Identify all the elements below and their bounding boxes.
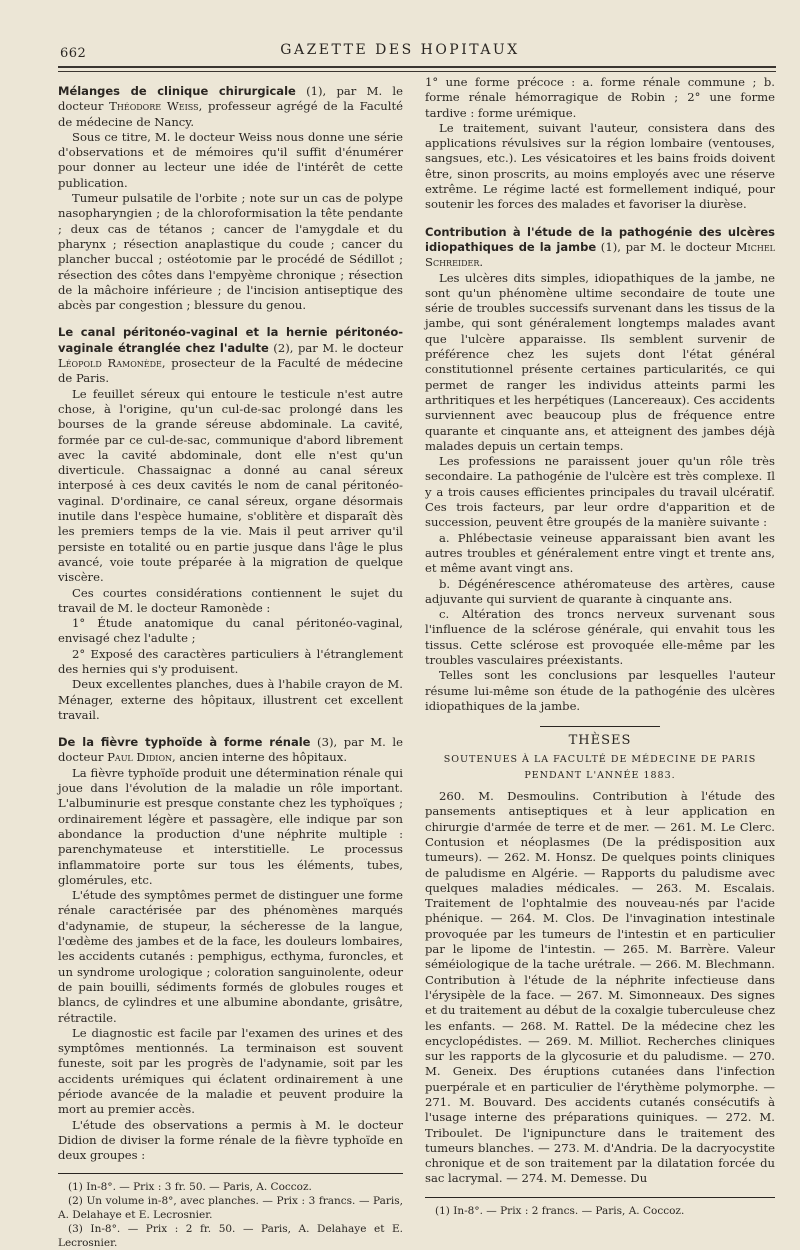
paragraph: Les ulcères dits simples, idiopathiques de la jambe, ne sont qu'un phénomène ultime secondaire de toute une série de troubles successifs survenant dans les tissus de la jambe, qui sont généralement longtemps malades avant que l'ulcère apparaisse. Ils semblent survenir de préférence chez les sujets dont l'état général constitutionnel présente certaines particularités, ce qui permet de ranger les individus atteints parmi les arthritiques et les herpétiques (Lancereaux). Ces accidents surviennent avec beaucoup plus de fréquence entre quarante et cinquante ans, et atteignent des jambes déjà malades depuis un certain temps. (425, 270, 775, 453)
article-heading (58, 325, 403, 386)
theses-heading: THÈSES (568, 733, 632, 749)
paragraph: Le traitement, suivant l'auteur, consistera dans des applications révulsives sur la région lombaire (ventouses, sangsues, etc.). Les vésicatoires et les bains froids doivent être, sinon proscrits, au moins employés avec une réserve extrême. Le régime lacté est formellement indiqué, pour soutenir les forces des malades et favoriser la diurèse. (425, 120, 775, 212)
article-heading (58, 84, 403, 130)
article-ref: (1), par M. le docteur (58, 84, 403, 114)
article-title: Le canal péritonéo-vaginal et la hernie péritonéo-vaginale étranglée chez l'adulte (58, 325, 403, 355)
footnote: (1) In-8°. — Prix : 2 francs. — Paris, A. Coccoz. (435, 1204, 685, 1217)
section-separator (540, 726, 660, 727)
paragraph: Le diagnostic est facile par l'examen des urines et des symptômes mentionnés. La terminaison est souvent funeste, soit par les progrès de l'adynamie, soit par les accidents urémiques qui éclatent ordinairement à une période avancée de la maladie et peuvent produire la mort au premier accès. (58, 1025, 403, 1117)
article-ref: (2), par M. le docteur (268, 340, 403, 355)
running-title: GAZETTE DES HOPITAUX (280, 42, 520, 58)
article-ref: (3), par M. le docteur (58, 735, 403, 765)
footnotes (425, 1204, 775, 1218)
footnote: (2) Un volume in-8°, avec planches. — Prix : 3 francs. — Paris, A. Delahaye et E. Lecrosnier. (58, 1195, 403, 1222)
theses-subheading: SOUTENUES À LA FACULTÉ DE MÉDECINE DE PARIS (443, 754, 757, 766)
paragraph: c. Altération des troncs nerveux survenant sous l'influence de la sclérose générale, qui envahit tous les tissus. Cette sclérose est provoquée elle-même par les troubles vasculaires préexistants. (425, 607, 775, 667)
article-title: Contribution à l'étude de la pathogénie des ulcères idiopathiques de la jambe (425, 224, 775, 254)
paragraph: L'étude des observations a permis à M. le docteur Didion de diviser la forme rénale de la fièvre typhoïde en deux groupes : (58, 1117, 403, 1163)
article-author: Léopold Ramonède (58, 356, 162, 371)
article-affiliation: , ancien interne des hôpitaux. (172, 750, 348, 765)
article-author: Paul Didion (107, 750, 173, 765)
article-affiliation: . (479, 255, 484, 270)
paragraph: La fièvre typhoïde produit une détermination rénale qui joue dans l'évolution de la maladie un rôle important. L'albuminurie est presque constante chez les typhoïques ; ordinairement légère et passagère, elle indique par son abondance la production d'une néphrite multiple : parenchymateuse et interstitielle. Le processus inflammatoire porte sur tous les éléments, tubes, glomérules, etc. (58, 765, 403, 887)
paragraph: Le feuillet séreux qui entoure le testicule n'est autre chose, à l'origine, qu'un cul-de-sac prolongé dans les bourses de la grande séreuse abdominale. La cavité, formée par ce cul-de-sac, communique d'abord librement avec la cavité abdominale, dont elle n'est qu'un diverticule. Chassaignac a donné au canal séreux interposé à ces deux cavités le nom de canal péritonéo-vaginal. D'ordinaire, ce canal séreux, organe désormais inutile dans l'espèce humaine, s'oblitère et disparaît dès les premiers temps de la vie. Mais il peut arriver qu'il persiste en totalité ou en partie jusque dans l'âge le plus avancé, voie toute préparée à la migration de quelque viscère. (58, 386, 403, 585)
paragraph: 1° une forme précoce : a. forme rénale commune ; b. forme rénale hémorragique de Robin ; 2° une forme tardive : forme urémique. (425, 75, 775, 120)
paragraph: a. Phlébectasie veineuse apparaissant bien avant les autres troubles et généralement entre vingt et trente ans, et même avant vingt ans. (425, 530, 775, 576)
theses-subheading-year: PENDANT L'ANNÉE 1883. (524, 769, 676, 781)
paragraph: L'étude des symptômes permet de distinguer une forme rénale caractérisée par des phénomènes marqués d'adynamie, de stupeur, la sécheresse de la langue, l'œdème des jambes et de la face, les douleurs lombaires, les accidents cutanés : pemphigus, ecthyma, furoncles, et un syndrome urologique ; coloration sanguinolente, odeur de pain bouilli, sédiments formés de globules rouges et blancs, de cylindres et une albumine abondante, grisâtre, rétractile. (58, 888, 403, 1025)
theses-list: 260. M. Desmoulins. Contribution à l'étude des pansements antiseptiques et à leur application en chirurgie d'armée de terre et de mer. — 261. M. Le Clerc. Contusion et néoplasmes (De la prédisposition aux tumeurs). — 262. M. Honsz. De quelques points cliniques de paludisme en Algérie. — Rapports du paludisme avec quelques maladies médicales. — 263. M. Escalais. Traitement de l'ophtalmie des nouveau-nés par l'acide phénique. — 264. M. Clos. De l'invagination intestinale provoquée par les tumeurs de l'intestin et en particulier par le lipome de l'intestin. — 265. M. Barrère. Valeur séméiologique de la tache urétrale. — 266. M. Blechmann. Contribution à l'étude de la néphrite infectieuse dans l'érysipèle de la face. — 267. M. Simonneaux. Des signes et du traitement au début de la coxalgie tuberculeuse chez les enfants. — 268. M. Rattel. De la médecine chez les encyclopédistes. — 269. M. Milliot. Recherches cliniques sur les rapports de la glycosurie et du paludisme. — 270. M. Geneix. Des éruptions cutanées dans l'infection puerpérale et en particulier de l'érythème polymorphe. — 271. M. Bouvard. Des accidents cutanés consécutifs à l'usage interne des préparations quiniques. — 272. M. Triboulet. De l'ignipuncture dans le traitement des tumeurs blanches. — 273. M. d'Andria. De la dacryocystite chronique et de son traitement par la dilatation forcée du sac lacrymal. — 274. M. Demesse. Du (425, 789, 775, 1186)
paragraph: 2° Exposé des caractères particuliers à l'étranglement des hernies qui s'y produisent. (58, 646, 403, 676)
paragraph: Sous ce titre, M. le docteur Weiss nous donne une série d'observations et de mémoires qu'il suffit d'énumérer pour donner au lecteur une idée de l'intérêt de cette publication. (58, 129, 403, 190)
footnote: (1) In-8°. — Prix : 3 fr. 50. — Paris, A. Coccoz. (68, 1181, 312, 1194)
article-author: Théodore Weiss (109, 99, 199, 114)
paragraph: Ces courtes considérations contiennent le sujet du travail de M. le docteur Ramonède : (58, 585, 403, 615)
paragraph: Les professions ne paraissent jouer qu'un rôle très secondaire. La pathogénie de l'ulcère est très complexe. Il y a trois causes efficientes principales du travail ulcératif. Ces trois facteurs, par leur ordre d'apparition et de succession, peuvent être groupés de la manière suivante : (425, 454, 775, 530)
footnote: (3) In-8°. — Prix : 2 fr. 50. — Paris, A. Delahaye et E. Lecrosnier. (58, 1223, 403, 1250)
article-heading (425, 225, 775, 271)
footnotes (58, 1180, 403, 1250)
article-heading (58, 735, 403, 766)
header-rule (58, 66, 776, 68)
paragraph: Deux excellentes planches, dues à l'habile crayon de M. Ménager, externe des hôpitaux, illustrent cet excellent travail. (58, 677, 403, 722)
paragraph: Tumeur pulsatile de l'orbite ; note sur un cas de polype nasopharyngien ; de la chloroformisation la tête pendante ; deux cas de tétanos ; cancer de l'amygdale et du pharynx ; résection anaplastique du coude ; cancer du plancher buccal ; ostéotomie par le procédé de Sédillot ; résection des côtes dans l'empyème chronique ; résection de la mâchoire inférieure ; de l'incision antiseptique des abcès par congestion ; blessure du genou. (58, 191, 403, 313)
paragraph: 1° Étude anatomique du canal péritonéo-vaginal, envisagé chez l'adulte ; (58, 616, 403, 646)
paragraph: Telles sont les conclusions par lesquelles l'auteur résume lui-même son étude de la pathogénie des ulcères idiopathiques de la jambe. (425, 668, 775, 713)
article-title: Mélanges de clinique chirurgicale (58, 84, 296, 98)
footnote-rule (58, 1173, 403, 1174)
left-column (58, 84, 403, 1250)
article-ref: (1), par M. le docteur (596, 239, 736, 254)
article-title: De la fièvre typhoïde à forme rénale (58, 735, 311, 750)
page-number: 662 (60, 46, 87, 61)
right-column (425, 75, 775, 1218)
article-affiliation: , prosecteur de la Faculté de médecine de Paris. (58, 356, 403, 386)
article-author: Michel Schreider (425, 239, 775, 270)
header-rule-thin (58, 71, 776, 72)
footnote-rule (425, 1197, 775, 1198)
paragraph: b. Dégénérescence athéromateuse des artères, cause adjuvante qui survient de quarante à cinquante ans. (425, 576, 775, 606)
article-affiliation: , professeur agrégé de la Faculté de médecine de Nancy. (58, 99, 403, 129)
